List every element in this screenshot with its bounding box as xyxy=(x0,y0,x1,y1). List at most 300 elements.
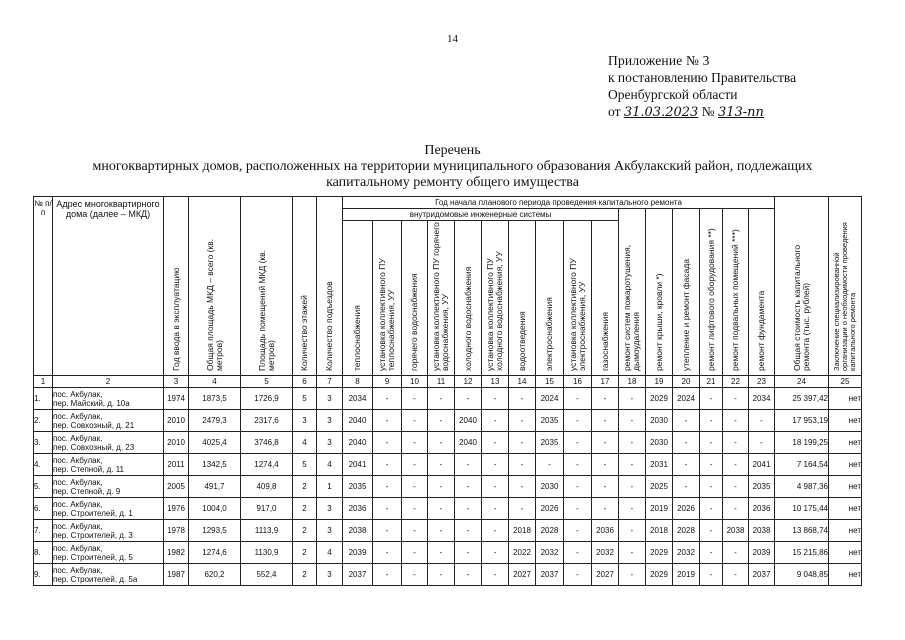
cell-c16: - xyxy=(564,498,592,520)
address-cell xyxy=(53,388,164,410)
cell-floors: 5 xyxy=(293,454,317,476)
total-cost-cell: 15 215,86 xyxy=(775,542,829,564)
conclusion-cell: нет xyxy=(829,476,862,498)
cell-c22: - xyxy=(723,454,749,476)
cell-c18: - xyxy=(619,476,646,498)
address-settlement: пос. Акбулак, xyxy=(53,433,103,443)
header-heat-meter-cell xyxy=(373,221,402,376)
cell-c15: 2026 xyxy=(536,498,564,520)
header-hot-water: горячего водоснабжения xyxy=(409,273,419,371)
column-number: 10 xyxy=(402,376,428,388)
cell-c19: 2031 xyxy=(646,454,673,476)
cell-c23: 2038 xyxy=(749,520,775,542)
total-cost-cell: 25 397,42 xyxy=(775,388,829,410)
cell-c22: 2038 xyxy=(723,520,749,542)
cell-c8: 2041 xyxy=(343,454,373,476)
cell-c14: 2027 xyxy=(509,564,536,586)
cell-c17: 2036 xyxy=(592,520,619,542)
cell-c15: 2032 xyxy=(536,542,564,564)
cell-c20: - xyxy=(673,410,700,432)
cell-c16: - xyxy=(564,476,592,498)
address-cell xyxy=(53,410,164,432)
cell-total_area: 1873,5 xyxy=(189,388,241,410)
header-floors: Количество этажей xyxy=(299,295,309,371)
cell-c23: - xyxy=(749,410,775,432)
cell-c8: 2036 xyxy=(343,498,373,520)
table-row xyxy=(34,388,862,410)
cell-c21: - xyxy=(700,476,723,498)
column-number-row xyxy=(34,376,862,388)
header-power-meter-cell xyxy=(564,221,592,376)
table-body xyxy=(34,388,862,586)
cell-c11: - xyxy=(428,388,455,410)
cell-c23: 2039 xyxy=(749,542,775,564)
cell-c12: 2040 xyxy=(455,432,482,454)
row-number: 9. xyxy=(34,564,53,586)
table-row xyxy=(34,454,862,476)
address-cell xyxy=(53,476,164,498)
cell-entr: 3 xyxy=(317,388,343,410)
header-drainage-cell xyxy=(509,221,536,376)
cell-c15: 2024 xyxy=(536,388,564,410)
cell-total_area: 1004,0 xyxy=(189,498,241,520)
cell-c17: - xyxy=(592,454,619,476)
cell-floors: 2 xyxy=(293,520,317,542)
cell-c10: - xyxy=(402,432,428,454)
number-label: № xyxy=(701,104,715,119)
cell-c20: 2032 xyxy=(673,542,700,564)
total-cost-cell: 18 199,25 xyxy=(775,432,829,454)
cell-total_area: 1293,5 xyxy=(189,520,241,542)
address-street: пер. Строителей, д. 5 xyxy=(53,552,133,562)
cell-floors: 3 xyxy=(293,410,317,432)
cell-c13: - xyxy=(482,564,509,586)
header-period-group: Год начала планового периода проведения капитального ремонта xyxy=(343,197,775,209)
cell-c13: - xyxy=(482,388,509,410)
cell-c18: - xyxy=(619,454,646,476)
cell-floors: 2 xyxy=(293,476,317,498)
column-number: 9 xyxy=(373,376,402,388)
address-cell xyxy=(53,432,164,454)
appendix-line-3: Оренбургской области xyxy=(608,87,738,102)
cell-year: 2011 xyxy=(164,454,189,476)
row-number: 5. xyxy=(34,476,53,498)
capital-repair-table xyxy=(33,196,862,586)
cell-c20: - xyxy=(673,476,700,498)
cell-c14: - xyxy=(509,410,536,432)
row-number: 4. xyxy=(34,454,53,476)
cell-c9: - xyxy=(373,388,402,410)
column-number: 12 xyxy=(455,376,482,388)
total-cost-cell: 7 164,54 xyxy=(775,454,829,476)
cell-c13: - xyxy=(482,476,509,498)
row-number: 1. xyxy=(34,388,53,410)
cell-c15: 2035 xyxy=(536,410,564,432)
cell-c11: - xyxy=(428,520,455,542)
cell-c15: 2030 xyxy=(536,476,564,498)
header-facade: утепление и ремонт фасада xyxy=(680,258,691,371)
header-conclusion: Заключение специализированной организации о необходимости проведения капитального ремонта xyxy=(832,222,857,371)
table-row xyxy=(34,476,862,498)
cell-c12: - xyxy=(455,454,482,476)
header-cold-water-cell xyxy=(455,221,482,376)
header-heat-cell xyxy=(343,221,373,376)
cell-c14: 2018 xyxy=(509,520,536,542)
cell-premises: 552,4 xyxy=(241,564,293,586)
address-settlement: пос. Акбулак, xyxy=(53,389,103,399)
header-cold-water-meter-cell xyxy=(482,221,509,376)
conclusion-cell: нет xyxy=(829,520,862,542)
cell-c9: - xyxy=(373,564,402,586)
header-year-cell xyxy=(164,197,189,376)
cell-c13: - xyxy=(482,498,509,520)
header-drainage: водоотведения xyxy=(516,311,527,371)
header-num: № п/п xyxy=(34,197,53,376)
column-number: 1 xyxy=(34,376,53,388)
cell-c22: - xyxy=(723,410,749,432)
header-basement: ремонт подвальных помещений ***) xyxy=(730,229,740,371)
cell-entr: 3 xyxy=(317,564,343,586)
cell-c22: - xyxy=(723,476,749,498)
cell-c20: 2024 xyxy=(673,388,700,410)
cell-c16: - xyxy=(564,454,592,476)
title-line-1: Перечень xyxy=(424,143,481,158)
cell-c10: - xyxy=(402,520,428,542)
cell-year: 1982 xyxy=(164,542,189,564)
column-number: 6 xyxy=(293,376,317,388)
header-hot-water-cell xyxy=(402,221,428,376)
cell-year: 1976 xyxy=(164,498,189,520)
column-number: 8 xyxy=(343,376,373,388)
row-number: 6. xyxy=(34,498,53,520)
handwritten-date: 31.03.2023 xyxy=(623,105,699,120)
column-number: 21 xyxy=(700,376,723,388)
column-number: 11 xyxy=(428,376,455,388)
conclusion-cell: нет xyxy=(829,388,862,410)
cell-c17: 2032 xyxy=(592,542,619,564)
cell-year: 2010 xyxy=(164,432,189,454)
cell-c18: - xyxy=(619,410,646,432)
cell-c20: - xyxy=(673,432,700,454)
cell-year: 2005 xyxy=(164,476,189,498)
address-settlement: пос. Акбулак, xyxy=(53,521,103,531)
cell-c16: - xyxy=(564,520,592,542)
cell-c14: - xyxy=(509,432,536,454)
conclusion-cell: нет xyxy=(829,432,862,454)
address-street: пер. Строителей, д. 5а xyxy=(53,574,138,584)
cell-c14: - xyxy=(509,454,536,476)
cell-entr: 4 xyxy=(317,454,343,476)
address-street: пер. Строителей, д. 3 xyxy=(53,530,133,540)
cell-c13: - xyxy=(482,432,509,454)
cell-c18: - xyxy=(619,520,646,542)
cell-c14: - xyxy=(509,498,536,520)
cell-c23: 2036 xyxy=(749,498,775,520)
cell-c13: - xyxy=(482,454,509,476)
table-row xyxy=(34,498,862,520)
cell-c8: 2040 xyxy=(343,410,373,432)
header-entrances: Количество подъездов xyxy=(324,281,334,371)
table-row xyxy=(34,432,862,454)
header-hot-water-meter-cell xyxy=(428,221,455,376)
cell-year: 1987 xyxy=(164,564,189,586)
cell-c9: - xyxy=(373,476,402,498)
cell-c19: 2025 xyxy=(646,476,673,498)
cell-premises: 2317,6 xyxy=(241,410,293,432)
column-number: 5 xyxy=(241,376,293,388)
cell-floors: 5 xyxy=(293,388,317,410)
cell-c16: - xyxy=(564,432,592,454)
header-total-area: Общая площадь МКД – всего (кв. метров) xyxy=(204,238,224,371)
header-entrances-cell xyxy=(317,197,343,376)
cell-entr: 3 xyxy=(317,432,343,454)
row-number: 3. xyxy=(34,432,53,454)
cell-c23: 2034 xyxy=(749,388,775,410)
column-number: 7 xyxy=(317,376,343,388)
cell-c22: - xyxy=(723,388,749,410)
cell-c9: - xyxy=(373,498,402,520)
cell-c23: 2037 xyxy=(749,564,775,586)
cell-c22: - xyxy=(723,564,749,586)
cell-entr: 1 xyxy=(317,476,343,498)
cell-c14: 2022 xyxy=(509,542,536,564)
cell-c14: - xyxy=(509,388,536,410)
cell-c12: - xyxy=(455,498,482,520)
cell-c13: - xyxy=(482,520,509,542)
header-heat: теплоснабжения xyxy=(352,305,362,371)
cell-c8: 2034 xyxy=(343,388,373,410)
cell-c15: 2028 xyxy=(536,520,564,542)
column-number: 2 xyxy=(53,376,164,388)
column-number: 3 xyxy=(164,376,189,388)
total-cost-cell: 17 953,19 xyxy=(775,410,829,432)
header-elevator-cell xyxy=(700,209,723,376)
cell-c9: - xyxy=(373,454,402,476)
cell-c18: - xyxy=(619,388,646,410)
cell-c9: - xyxy=(373,432,402,454)
cell-c13: - xyxy=(482,410,509,432)
from-label: от xyxy=(608,104,621,119)
cell-c10: - xyxy=(402,564,428,586)
column-number: 15 xyxy=(536,376,564,388)
cell-c8: 2040 xyxy=(343,432,373,454)
cell-c12: - xyxy=(455,542,482,564)
document-title xyxy=(0,143,905,191)
header-heat-meter: установка коллективного ПУ теплоснабжения, УУ xyxy=(377,258,396,371)
column-number: 20 xyxy=(673,376,700,388)
cell-c16: - xyxy=(564,564,592,586)
conclusion-cell: нет xyxy=(829,542,862,564)
header-total-area-cell xyxy=(189,197,241,376)
address-cell xyxy=(53,520,164,542)
header-gas-cell xyxy=(592,221,619,376)
cell-total_area: 1342,5 xyxy=(189,454,241,476)
row-number: 7. xyxy=(34,520,53,542)
cell-c22: - xyxy=(723,498,749,520)
table-row xyxy=(34,410,862,432)
appendix-block xyxy=(608,52,796,121)
column-number: 23 xyxy=(749,376,775,388)
cell-premises: 1726,9 xyxy=(241,388,293,410)
appendix-line-2: к постановлению Правительства xyxy=(608,70,797,85)
address-street: пер. Степной, д. 11 xyxy=(53,464,125,474)
cell-c21: - xyxy=(700,542,723,564)
address-settlement: пос. Акбулак, xyxy=(53,455,103,465)
address-street: пер. Степной, д. 9 xyxy=(53,486,121,496)
cell-year: 1974 xyxy=(164,388,189,410)
address-street: пер. Совхозный, д. 21 xyxy=(53,420,135,430)
cell-c8: 2039 xyxy=(343,542,373,564)
handwritten-doc-number: 313-пп xyxy=(717,105,764,120)
cell-c10: - xyxy=(402,410,428,432)
cell-c20: 2028 xyxy=(673,520,700,542)
cell-premises: 1274,4 xyxy=(241,454,293,476)
cell-c15: 2035 xyxy=(536,432,564,454)
cell-c19: 2018 xyxy=(646,520,673,542)
cell-c11: - xyxy=(428,564,455,586)
cell-floors: 2 xyxy=(293,542,317,564)
cell-c11: - xyxy=(428,454,455,476)
cell-entr: 3 xyxy=(317,410,343,432)
column-number: 4 xyxy=(189,376,241,388)
total-cost-cell: 10 175,44 xyxy=(775,498,829,520)
cell-c11: - xyxy=(428,498,455,520)
column-number: 14 xyxy=(509,376,536,388)
cell-c10: - xyxy=(402,388,428,410)
cell-c19: 2029 xyxy=(646,388,673,410)
cell-c23: - xyxy=(749,432,775,454)
cell-entr: 4 xyxy=(317,542,343,564)
conclusion-cell: нет xyxy=(829,564,862,586)
cell-premises: 1130,9 xyxy=(241,542,293,564)
cell-total_area: 2479,3 xyxy=(189,410,241,432)
header-total-cost-cell xyxy=(775,197,829,376)
table-row xyxy=(34,542,862,564)
cell-c18: - xyxy=(619,498,646,520)
cell-floors: 2 xyxy=(293,564,317,586)
appendix-date-line xyxy=(608,103,796,121)
column-number: 17 xyxy=(592,376,619,388)
column-number: 18 xyxy=(619,376,646,388)
cell-c20: 2026 xyxy=(673,498,700,520)
address-cell xyxy=(53,564,164,586)
cell-entr: 3 xyxy=(317,520,343,542)
header-foundation: ремонт фундамента xyxy=(756,290,766,371)
cell-total_area: 1274,6 xyxy=(189,542,241,564)
conclusion-cell: нет xyxy=(829,498,862,520)
cell-c20: - xyxy=(673,454,700,476)
cell-c10: - xyxy=(402,542,428,564)
cell-premises: 409,8 xyxy=(241,476,293,498)
cell-c9: - xyxy=(373,542,402,564)
header-facade-cell xyxy=(673,209,700,376)
column-number: 24 xyxy=(775,376,829,388)
total-cost-cell: 4 987,36 xyxy=(775,476,829,498)
cell-c17: - xyxy=(592,410,619,432)
header-premises-area-cell xyxy=(241,197,293,376)
cell-c16: - xyxy=(564,542,592,564)
cell-c22: - xyxy=(723,432,749,454)
cell-total_area: 4025,4 xyxy=(189,432,241,454)
column-number: 16 xyxy=(564,376,592,388)
cell-c17: - xyxy=(592,388,619,410)
address-settlement: пос. Акбулак, xyxy=(53,499,103,509)
cell-c19: 2030 xyxy=(646,432,673,454)
cell-c23: 2035 xyxy=(749,476,775,498)
header-cold-water: холодного водоснабжения xyxy=(462,266,473,371)
cell-c10: - xyxy=(402,454,428,476)
cell-total_area: 620,2 xyxy=(189,564,241,586)
cell-c14: - xyxy=(509,476,536,498)
conclusion-cell: нет xyxy=(829,454,862,476)
cell-c19: 2030 xyxy=(646,410,673,432)
address-street: пер. Строителей, д. 1 xyxy=(53,508,133,518)
cell-c9: - xyxy=(373,410,402,432)
header-conclusion-cell xyxy=(829,197,862,376)
header-floors-cell xyxy=(293,197,317,376)
address-cell xyxy=(53,542,164,564)
cell-c18: - xyxy=(619,564,646,586)
header-total-cost: Общая стоимость капитального ремонта (тыс. рублей) xyxy=(791,244,811,371)
cell-c12: 2040 xyxy=(455,410,482,432)
column-number: 22 xyxy=(723,376,749,388)
cell-c19: 2019 xyxy=(646,498,673,520)
total-cost-cell: 13 868,74 xyxy=(775,520,829,542)
cell-c13: - xyxy=(482,542,509,564)
cell-c9: - xyxy=(373,520,402,542)
row-number: 2. xyxy=(34,410,53,432)
address-settlement: пос. Акбулак, xyxy=(53,543,103,553)
header-fire: ремонт систем пожаротушения, дымоудаления xyxy=(622,244,641,371)
cell-c20: 2019 xyxy=(673,564,700,586)
address-street: пер. Майский, д. 10а xyxy=(53,398,130,408)
column-number: 19 xyxy=(646,376,673,388)
cell-c12: - xyxy=(455,564,482,586)
cell-c17: - xyxy=(592,432,619,454)
address-street: пер. Совхозный, д. 23 xyxy=(53,442,135,452)
cell-c19: 2029 xyxy=(646,542,673,564)
cell-c15: - xyxy=(536,454,564,476)
table-row xyxy=(34,564,862,586)
cell-c15: 2037 xyxy=(536,564,564,586)
header-year: Год ввода в эксплуатацию xyxy=(170,267,181,371)
cell-c19: 2029 xyxy=(646,564,673,586)
cell-premises: 1113,9 xyxy=(241,520,293,542)
column-number: 13 xyxy=(482,376,509,388)
cell-c10: - xyxy=(402,476,428,498)
cell-c18: - xyxy=(619,542,646,564)
header-systems-group: внутридомовые инженерные системы xyxy=(343,209,619,221)
header-basement-cell xyxy=(723,209,749,376)
cell-c21: - xyxy=(700,520,723,542)
cell-c12: - xyxy=(455,476,482,498)
cell-c21: - xyxy=(700,432,723,454)
cell-c11: - xyxy=(428,542,455,564)
header-power-cell xyxy=(536,221,564,376)
cell-entr: 3 xyxy=(317,498,343,520)
address-cell xyxy=(53,498,164,520)
cell-c12: - xyxy=(455,388,482,410)
cell-c21: - xyxy=(700,388,723,410)
column-number: 25 xyxy=(829,376,862,388)
header-gas: газоснабжения xyxy=(599,312,610,371)
cell-c8: 2038 xyxy=(343,520,373,542)
cell-c16: - xyxy=(564,388,592,410)
conclusion-cell: нет xyxy=(829,410,862,432)
cell-c21: - xyxy=(700,498,723,520)
header-fire-cell xyxy=(619,209,646,376)
cell-premises: 917,0 xyxy=(241,498,293,520)
